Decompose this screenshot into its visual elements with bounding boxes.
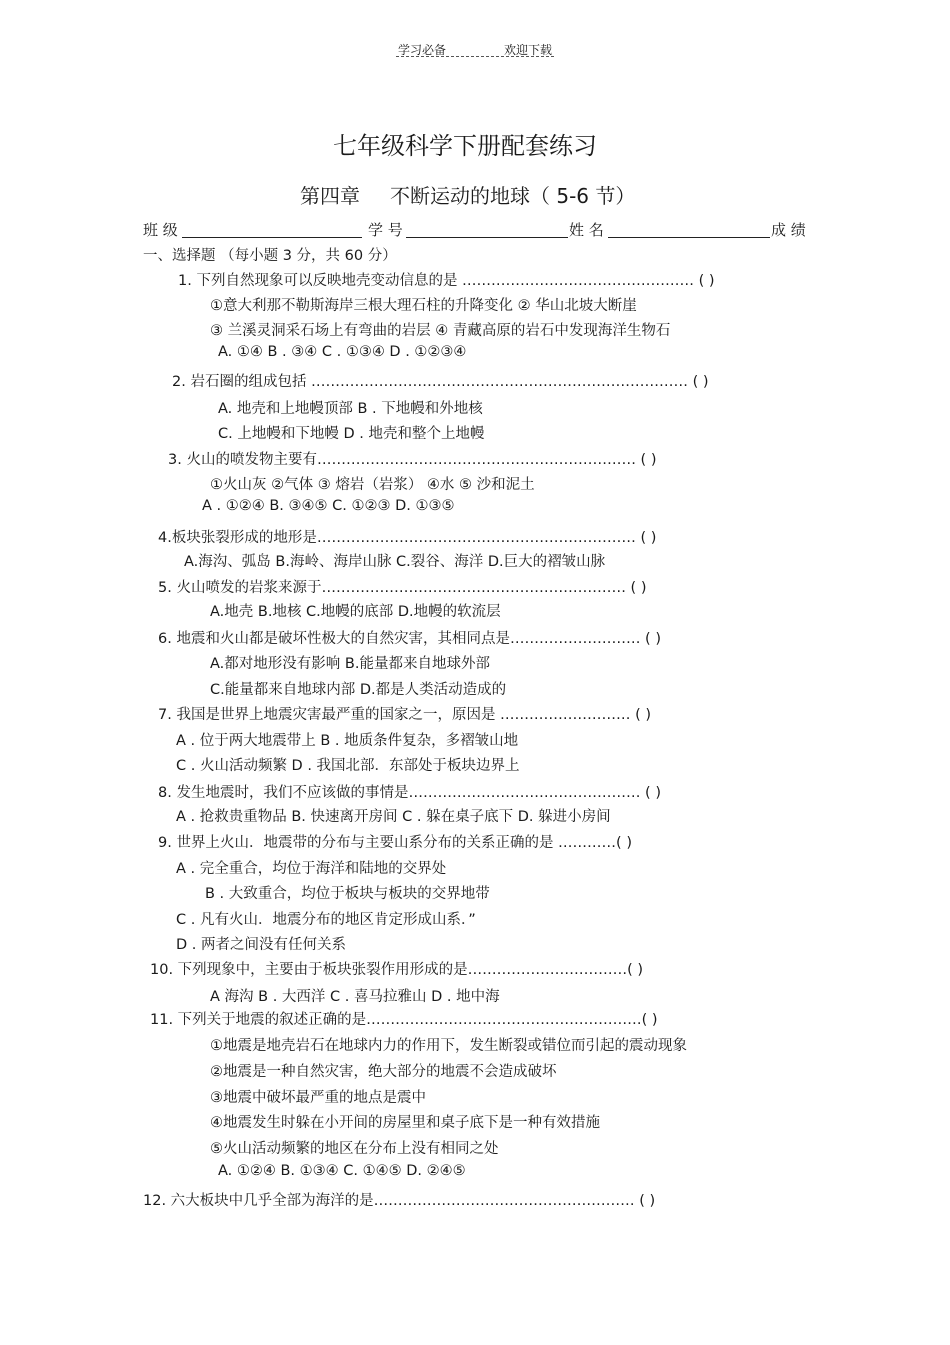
- chapter-number: 第四章: [300, 184, 360, 208]
- question-line: ②地震是一种自然灾害，绝大部分的地震不会造成破坏: [210, 1064, 557, 1080]
- student-no-label: 学 号: [368, 221, 403, 239]
- answer-options: A . 位于两大地震带上 B . 地质条件复杂，多褶皱山地: [176, 733, 519, 749]
- answer-options: C. 上地幔和下地幔 D . 地壳和整个上地幔: [218, 426, 485, 442]
- question-7: 7. 我国是世界上地震灾害最严重的国家之一，原因是 ……………………… ( ): [158, 707, 652, 723]
- score-label: 成 绩: [771, 221, 806, 239]
- answer-option: D . 两者之间没有任何关系: [176, 937, 346, 953]
- answer-options: A.海沟、弧岛 B.海岭、海岸山脉 C.裂谷、海洋 D.巨大的褶皱山脉: [184, 554, 606, 570]
- question-4: 4.板块张裂形成的地形是………………………………………………………… ( ): [158, 530, 657, 546]
- question-5: 5. 火山喷发的岩浆来源于……………………………………………………… ( ): [158, 580, 647, 596]
- question-6: 6. 地震和火山都是破坏性极大的自然灾害，其相同点是……………………… ( ): [158, 631, 661, 647]
- answer-options: A. ①②④ B. ①③④ C. ①④⑤ D. ②④⑤: [218, 1163, 466, 1179]
- question-line: ①地震是地壳岩石在地球内力的作用下，发生断裂或错位而引起的震动现象: [210, 1038, 687, 1054]
- answer-options: A.都对地形没有影响 B.能量都来自地球外部: [210, 656, 490, 672]
- question-12: 12. 六大板块中几乎全部为海洋的是……………………………………………… ( ): [143, 1193, 656, 1209]
- question-8: 8. 发生地震时，我们不应该做的事情是………………………………………… ( ): [158, 785, 661, 801]
- student-no-blank: [406, 237, 568, 238]
- answer-options: A.地壳 B.地核 C.地幔的底部 D.地幔的软流层: [210, 604, 501, 620]
- question-line: ①意大利那不勒斯海岸三根大理石柱的升降变化 ② 华山北坡大断崖: [210, 298, 637, 314]
- header-divider: [396, 56, 554, 57]
- answer-options: C . 火山活动频繁 D . 我国北部．东部处于板块边界上: [176, 758, 520, 774]
- class-blank: [182, 237, 362, 238]
- chapter-topic: 不断运动的地球（ 5-6 节）: [390, 184, 636, 208]
- answer-options: A. 地壳和上地幔顶部 B . 下地幔和外地核: [218, 401, 483, 417]
- question-3: 3. 火山的喷发物主要有………………………………………………………… ( ): [168, 452, 657, 468]
- answer-option: C . 凡有火山．地震分布的地区肯定形成山系．”: [176, 912, 476, 928]
- answer-options: C.能量都来自地球内部 D.都是人类活动造成的: [210, 682, 507, 698]
- question-line: ③ 兰溪灵洞采石场上有弯曲的岩层 ④ 青藏高原的岩石中发现海洋生物石: [210, 323, 671, 339]
- name-blank: [608, 237, 770, 238]
- chapter-subtitle: [300, 180, 665, 209]
- answer-options: A . ①②④ B. ③④⑤ C. ①②③ D. ①③⑤: [202, 498, 455, 514]
- question-line: ①火山灰 ②气体 ③ 熔岩（岩浆） ④水 ⑤ 沙和泥土: [210, 477, 535, 493]
- page-title: 七年级科学下册配套练习: [333, 132, 597, 160]
- question-10: 10. 下列现象中，主要由于板块张裂作用形成的是……………………………( ): [150, 962, 644, 978]
- question-1: 1. 下列自然现象可以反映地壳变动信息的是 ………………………………………… ( ): [178, 273, 715, 289]
- question-9: 9. 世界上火山．地震带的分布与主要山系分布的关系正确的是 …………( ): [158, 835, 632, 851]
- header-right: 欢迎下载: [504, 43, 553, 57]
- question-11: 11. 下列关于地震的叙述正确的是…………………………………………………( ): [150, 1012, 658, 1028]
- section-heading: 一、选择题 （每小题 3 分，共 60 分）: [143, 248, 397, 264]
- answer-options: A. ①④ B . ③④ C . ①③④ D . ①②③④: [218, 344, 467, 360]
- answer-options: A . 抢救贵重物品 B. 快速离开房间 C . 躲在桌子底下 D. 躲进小房间: [176, 809, 611, 825]
- question-line: ③地震中破坏最严重的地点是震中: [210, 1090, 426, 1106]
- question-2: 2. 岩石圈的组成包括 …………………………………………………………………… ( ): [172, 374, 709, 390]
- question-line: ⑤火山活动频繁的地区在分布上没有相同之处: [210, 1141, 499, 1157]
- class-label: 班 级: [143, 221, 178, 239]
- question-line: ④地震发生时躲在小开间的房屋里和桌子底下是一种有效措施: [210, 1115, 600, 1131]
- answer-option: A . 完全重合，均位于海洋和陆地的交界处: [176, 861, 447, 877]
- answer-options: A 海沟 B . 大西洋 C . 喜马拉雅山 D . 地中海: [210, 989, 500, 1005]
- answer-option: B . 大致重合，均位于板块与板块的交界地带: [205, 886, 490, 902]
- name-label: 姓 名: [569, 221, 604, 239]
- header-left: 学习必备: [398, 43, 447, 57]
